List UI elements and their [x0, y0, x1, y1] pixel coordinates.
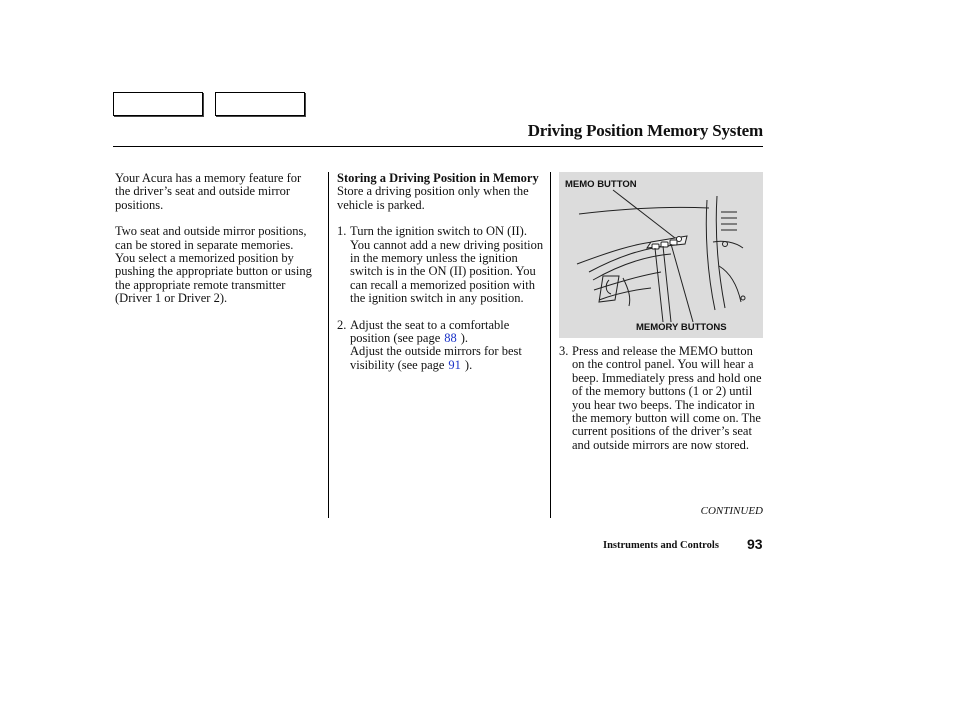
step-text — [350, 319, 547, 373]
step-2 — [337, 319, 547, 373]
step-text: Press and release the MEMO button on the control panel. You will hear a beep. Immediately press and hold one of the memory buttons (1 or 2) until you hear two beeps. The indicator in the memory button will come on. The current positions of the driver’s seat and outside mirrors are now stored. — [572, 344, 762, 452]
page-link-91[interactable]: 91 — [448, 357, 461, 372]
column-divider-2 — [550, 172, 551, 518]
previous-page-button[interactable] — [113, 92, 203, 116]
door-panel-drawing — [559, 172, 763, 338]
memo-buttons-illustration — [559, 172, 763, 338]
page-title: Driving Position Memory System — [527, 121, 763, 140]
continued-note: CONTINUED — [700, 505, 763, 517]
step-number: 3. — [559, 344, 569, 358]
intro-column — [115, 172, 315, 306]
step-3 — [559, 345, 764, 452]
memo-button-label: MEMO BUTTON — [565, 179, 637, 190]
step-3-column — [559, 345, 764, 452]
instructions-column — [337, 172, 547, 372]
page-link-88[interactable]: 88 — [444, 331, 457, 346]
intro-paragraph-1: Your Acura has a memory feature for the driver’s seat and outside mirror positions. — [115, 171, 302, 212]
next-page-button[interactable] — [215, 92, 305, 116]
step-text-part: ). — [460, 331, 469, 346]
title-divider — [113, 146, 763, 147]
step-text-part: ). — [464, 357, 473, 372]
step-text-part: Adjust the seat to a comfortable position (see page — [350, 317, 510, 346]
step-text: Turn the ignition switch to ON (II). You cannot add a new driving position in the memory unless the ignition switch is in the ON (II) position. You can recall a memorized position with the ignition switch in any position. — [350, 224, 544, 306]
page-number: 93 — [747, 536, 763, 552]
step-text-part: Adjust the outside mirrors for best visibility (see page — [350, 344, 522, 372]
footer-section-title: Instruments and Controls — [603, 540, 719, 551]
section-heading: Storing a Driving Position in Memory — [337, 171, 539, 185]
step-number: 1. — [337, 224, 347, 239]
step-number: 2. — [337, 317, 347, 332]
intro-paragraph-2: Two seat and outside mirror positions, can be stored in separate memories. You select a memorized position by pushing the appropriate button or using the appropriate remote transmitter (Driver 1 or Driver 2). — [115, 224, 312, 306]
section-intro: Store a driving position only when the vehicle is parked. — [337, 184, 529, 212]
step-1 — [337, 225, 547, 305]
memory-buttons-label: MEMORY BUTTONS — [636, 322, 727, 333]
column-divider-1 — [328, 172, 329, 518]
